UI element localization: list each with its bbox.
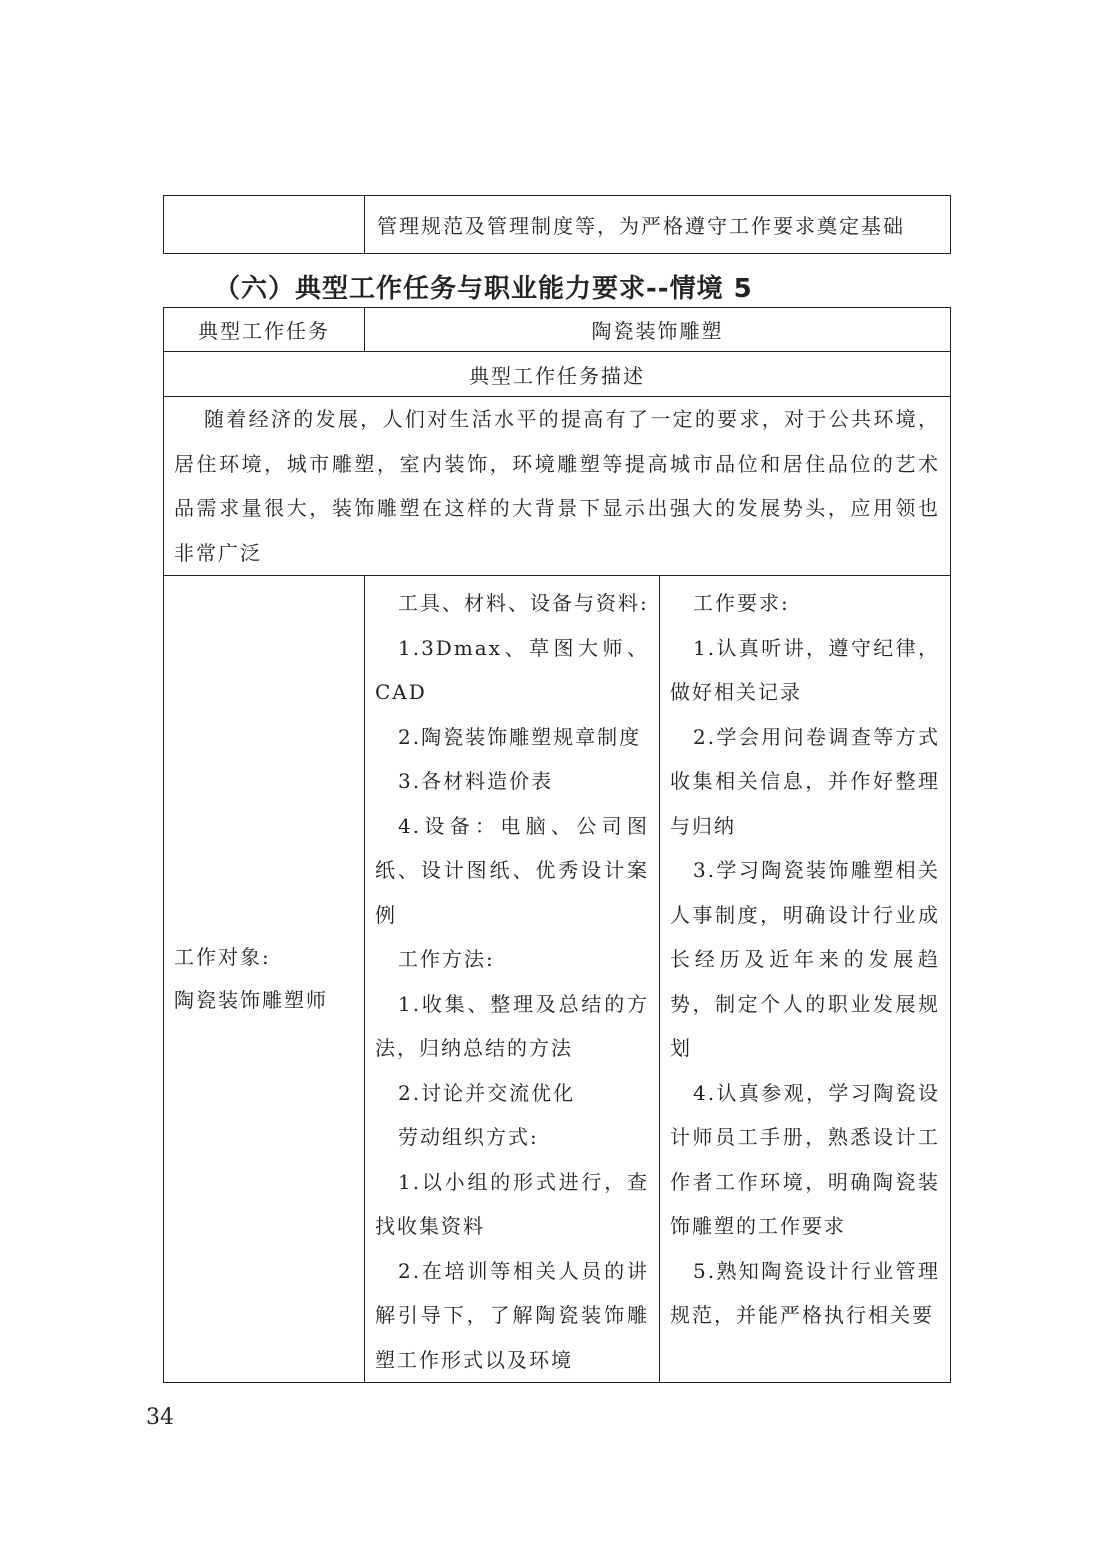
list-item: 2.学会用问卷调查等方式收集相关信息，并作好整理与归纳: [670, 724, 940, 838]
list-item: 工作方法:: [398, 947, 495, 971]
page-number: 34: [146, 1405, 174, 1430]
list-item: 1.认真听讲，遵守纪律，做好相关记录: [670, 635, 940, 704]
table-cell-text: 管理规范及管理制度等，为严格遵守工作要求奠定基础: [365, 196, 951, 254]
list-item: 2.讨论并交流优化: [398, 1080, 576, 1105]
list-item: 1.以小组的形式进行，查找收集资料: [375, 1169, 649, 1238]
table-row: [164, 308, 951, 352]
list-item: 2.陶瓷装饰雕塑规章制度: [398, 724, 642, 749]
list-item: 5.熟知陶瓷设计行业管理规范，并能严格执行相关要: [670, 1258, 940, 1327]
list-item: 3.各材料造价表: [398, 769, 554, 793]
work-object-label: 工作对象:: [174, 945, 271, 969]
list-item: 1.3Dmax、草图大师、CAD: [375, 635, 649, 704]
list-item: 1.收集、整理及总结的方法，归纳总结的方法: [375, 991, 649, 1060]
task-value: 陶瓷装饰雕塑: [365, 308, 951, 352]
description-title: 典型工作任务描述: [164, 352, 951, 397]
work-requirements-cell: [660, 576, 951, 1383]
previous-table: [163, 195, 951, 254]
table-row: [164, 352, 951, 397]
table-row: [164, 576, 951, 1383]
list-item: 4.认真参观，学习陶瓷设计师员工手册，熟悉设计工作者工作环境，明确陶瓷装饰雕塑的工作要求: [670, 1080, 940, 1238]
list-item: 工具、材料、设备与资料:: [398, 591, 649, 615]
task-label: 典型工作任务: [164, 308, 365, 352]
section-heading: （六）典型工作任务与职业能力要求--情境 5: [214, 274, 753, 304]
task-table: [163, 307, 951, 1383]
list-item: 4.设备：电脑、公司图纸、设计图纸、优秀设计案例: [375, 813, 649, 927]
list-item: 工作要求:: [693, 591, 790, 615]
work-object-cell: [164, 576, 365, 1383]
description-text: 随着经济的发展，人们对生活水平的提高有了一定的要求，对于公共环境，居住环境，城市雕塑，室内装饰，环境雕塑等提高城市品位和居住品位的艺术品需求量很大，装饰雕塑在这样的大背景下显示出强大的发展势头，应用领也非常广泛: [164, 397, 951, 576]
list-item: 3.学习陶瓷装饰雕塑相关人事制度，明确设计行业成长经历及近年来的发展趋势，制定个人的职业发展规划: [670, 858, 940, 1060]
table-cell-empty: [164, 196, 365, 254]
table-row: [164, 196, 951, 254]
tools-methods-cell: [365, 576, 660, 1383]
list-item: 劳动组织方式:: [398, 1125, 539, 1149]
list-item: 2.在培训等相关人员的讲解引导下，了解陶瓷装饰雕塑工作形式以及环境: [375, 1258, 649, 1372]
work-object-value: 陶瓷装饰雕塑师: [174, 988, 328, 1012]
table-row: [164, 397, 951, 576]
